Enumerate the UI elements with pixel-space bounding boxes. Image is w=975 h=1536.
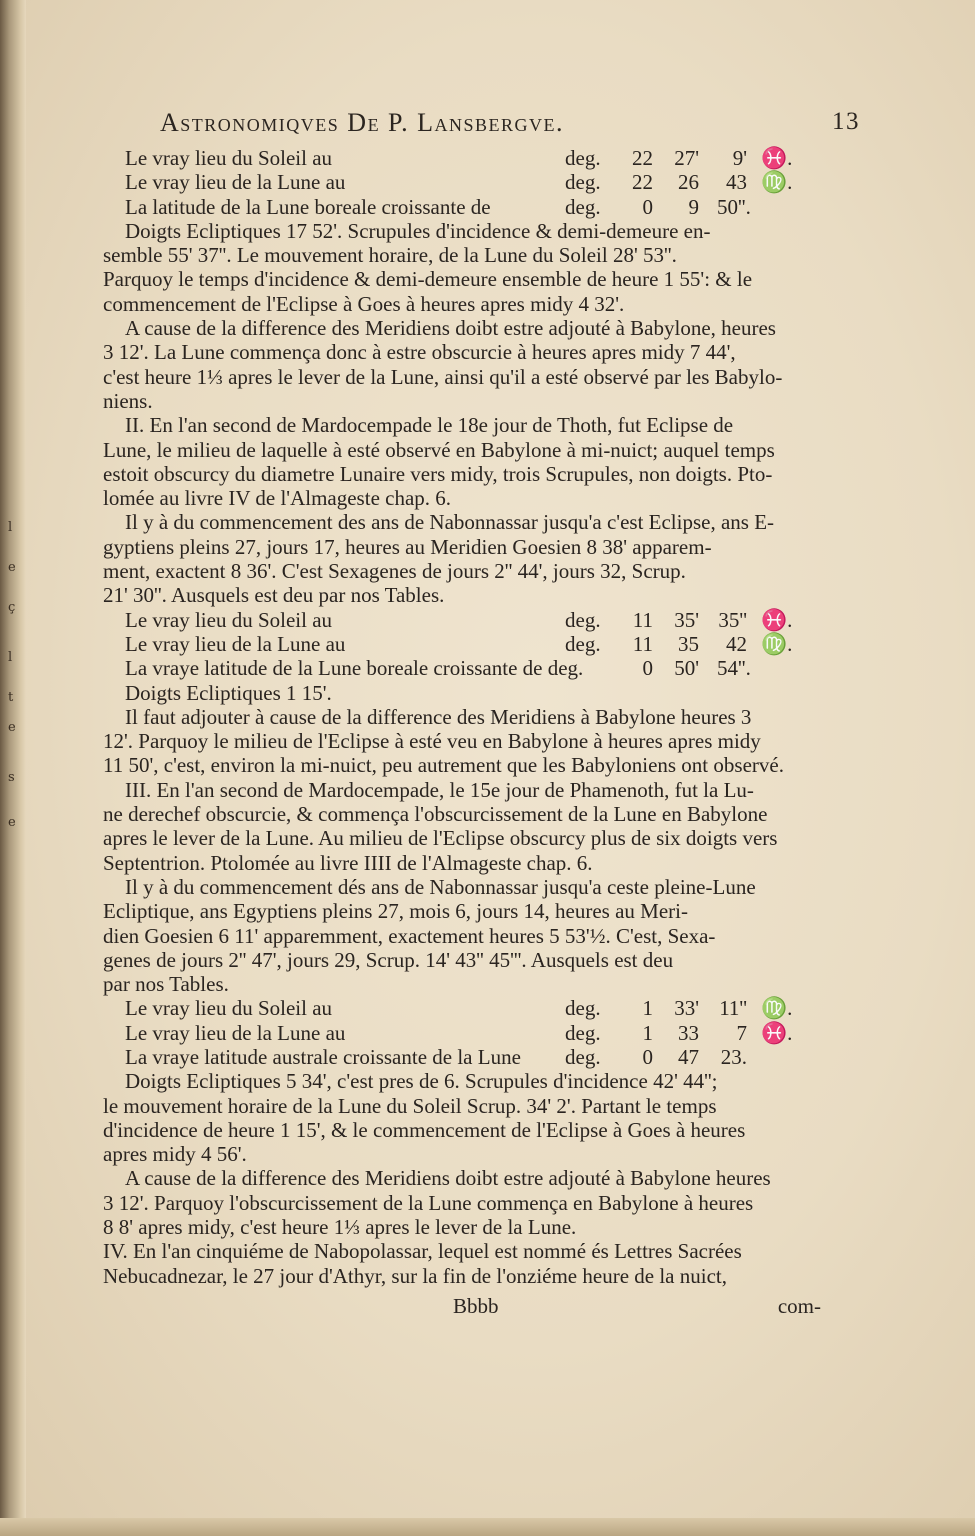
text-line: 3 12'. Parquoy l'obscurcissement de la Lune commença en Babylone à heures (103, 1190, 754, 1215)
main-text (103, 146, 813, 1288)
page-bottom-edge (0, 1518, 975, 1536)
page-number: 13 (832, 108, 860, 135)
text-line: Nebucadnezar, le 27 jour d'Athyr, sur la fin de l'onziéme heure de la nuict, (103, 1263, 727, 1288)
text-line: III. En l'an second de Mardocempade, le 15e jour de Phamenoth, fut la Lu- (125, 777, 754, 802)
binding-gutter (0, 0, 26, 1536)
text-line: Doigts Ecliptiques 5 34', c'est pres de 6. Scrupules d'incidence 42' 44''; (125, 1069, 718, 1094)
page-footer (103, 1294, 821, 1320)
text-line: Parquoy le temps d'incidence & demi-demeure ensemble de heure 1 55': & le (103, 267, 753, 292)
data-row: La vraye latitude australe croissante de la Lune deg. 0 47 23. (125, 1044, 747, 1069)
data-row: Le vray lieu de la Lune au deg. 11 35 42 ♍. (125, 631, 793, 656)
gutter-mark: e (8, 815, 16, 830)
text-line: lomée au livre IV de l'Almageste chap. 6. (103, 486, 452, 511)
text-line: Il y à du commencement des ans de Nabonnassar jusqu'a c'est Eclipse, ans E- (125, 510, 775, 535)
gutter-mark: ç (8, 600, 16, 615)
text-line: Doigts Ecliptiques 1 15'. (125, 680, 332, 705)
facing-page-letters (8, 0, 20, 1536)
text-line: Ecliptique, ans Egyptiens pleins 27, mois 6, jours 14, heures au Meri- (103, 899, 688, 924)
data-row: Le vray lieu du Soleil au deg. 22 27' 9' ♓. (125, 146, 793, 170)
text-line: Il faut adjouter à cause de la difference des Meridiens à Babylone heures 3 (125, 704, 752, 729)
text-line: ment, exactent 8 36'. C'est Sexagenes de jours 2'' 44', jours 32, Scrup. (103, 559, 686, 584)
running-header (160, 108, 860, 148)
text-line: genes de jours 2'' 47', jours 29, Scrup. 14' 43'' 45'''. Ausquels est deu (103, 947, 674, 972)
text-line: 21' 30''. Ausquels est deu par nos Tables. (103, 583, 445, 608)
text-line: Lune, le milieu de laquelle à esté observé en Babylone à mi-nuict; auquel temps (103, 437, 775, 462)
gutter-mark: e (8, 720, 16, 735)
data-row: Le vray lieu de la Lune au deg. 1 33 7 ♓. (125, 1020, 793, 1045)
text-line: par nos Tables. (103, 972, 229, 997)
data-row: La latitude de la Lune boreale croissante de deg. 0 9 50''. (125, 194, 751, 219)
data-row: Le vray lieu du Soleil au deg. 1 33' 11'' ♍. (125, 996, 793, 1021)
data-row: La vraye latitude de la Lune boreale croissante de deg. 0 50' 54''. (125, 656, 751, 681)
signature-mark: Bbbb (453, 1294, 499, 1318)
gutter-mark: l (8, 650, 13, 665)
text-line: 8 8' apres midy, c'est heure 1⅓ apres le lever de la Lune. (103, 1215, 577, 1240)
data-row: Le vray lieu de la Lune au deg. 22 26 43 ♍. (125, 170, 793, 195)
gutter-mark: e (8, 560, 16, 575)
gutter-mark: l (8, 520, 13, 535)
catchword: com- (777, 1294, 821, 1318)
text-line: estoit obscurcy du diametre Lunaire vers midy, trois Scrupules, non doigts. Pto- (103, 461, 773, 486)
text-line: IV. En l'an cinquiéme de Nabopolassar, lequel est nommé és Lettres Sacrées (103, 1239, 742, 1264)
text-line: 12'. Parquoy le milieu de l'Eclipse à esté veu en Babylone à heures apres midy (103, 729, 761, 754)
text-line: apres le lever de la Lune. Au milieu de l'Eclipse obscurcy plus de six doigts vers (103, 826, 778, 851)
text-line: apres midy 4 56'. (103, 1142, 247, 1167)
gutter-mark: t (8, 690, 14, 705)
gutter-mark: s (8, 770, 15, 785)
text-line: Doigts Ecliptiques 17 52'. Scrupules d'incidence & demi-demeure en- (125, 218, 711, 243)
data-row: Le vray lieu du Soleil au deg. 11 35' 35'' ♓. (125, 607, 793, 632)
text-line: gyptiens pleins 27, jours 17, heures au Meridien Goesien 8 38' apparem- (103, 534, 712, 559)
text-line: niens. (103, 388, 153, 413)
text-line: A cause de la difference des Meridiens doibt estre adjouté à Babylone heures (125, 1166, 771, 1191)
text-line: dien Goesien 6 11' apparemment, exactement heures 5 53'½. C'est, Sexa- (103, 923, 716, 948)
text-line: 3 12'. La Lune commença donc à estre obscurcie à heures apres midy 7 44', (103, 340, 736, 365)
text-line: ne derechef obscurcie, & commença l'obscurcissement de la Lune en Babylone (103, 802, 768, 827)
running-title: Astronomiqves De P. Lansbergve. (160, 108, 565, 137)
text-line: commencement de l'Eclipse à Goes à heures apres midy 4 32'. (103, 291, 625, 316)
text-line: A cause de la difference des Meridiens doibt estre adjouté à Babylone, heures (125, 316, 776, 341)
text-line: semble 55' 37''. Le mouvement horaire, de la Lune du Soleil 28' 53''. (103, 243, 677, 268)
text-line: 11 50', c'est, environ la mi-nuict, peu autrement que les Babyloniens ont observé. (103, 753, 784, 778)
text-line: le mouvement horaire de la Lune du Soleil Scrup. 34' 2'. Partant le temps (103, 1093, 717, 1118)
text-line: d'incidence de heure 1 15', & le commencement de l'Eclipse à Goes à heures (103, 1117, 746, 1142)
text-line: c'est heure 1⅓ apres le lever de la Lune, ainsi qu'il a esté observé par les Babylo- (103, 364, 783, 389)
text-line: Septentrion. Ptolomée au livre IIII de l'Almageste chap. 6. (103, 850, 593, 875)
text-line: II. En l'an second de Mardocempade le 18e jour de Thoth, fut Eclipse de (125, 413, 734, 438)
text-line: Il y à du commencement dés ans de Nabonnassar jusqu'a ceste pleine-Lune (125, 874, 756, 899)
